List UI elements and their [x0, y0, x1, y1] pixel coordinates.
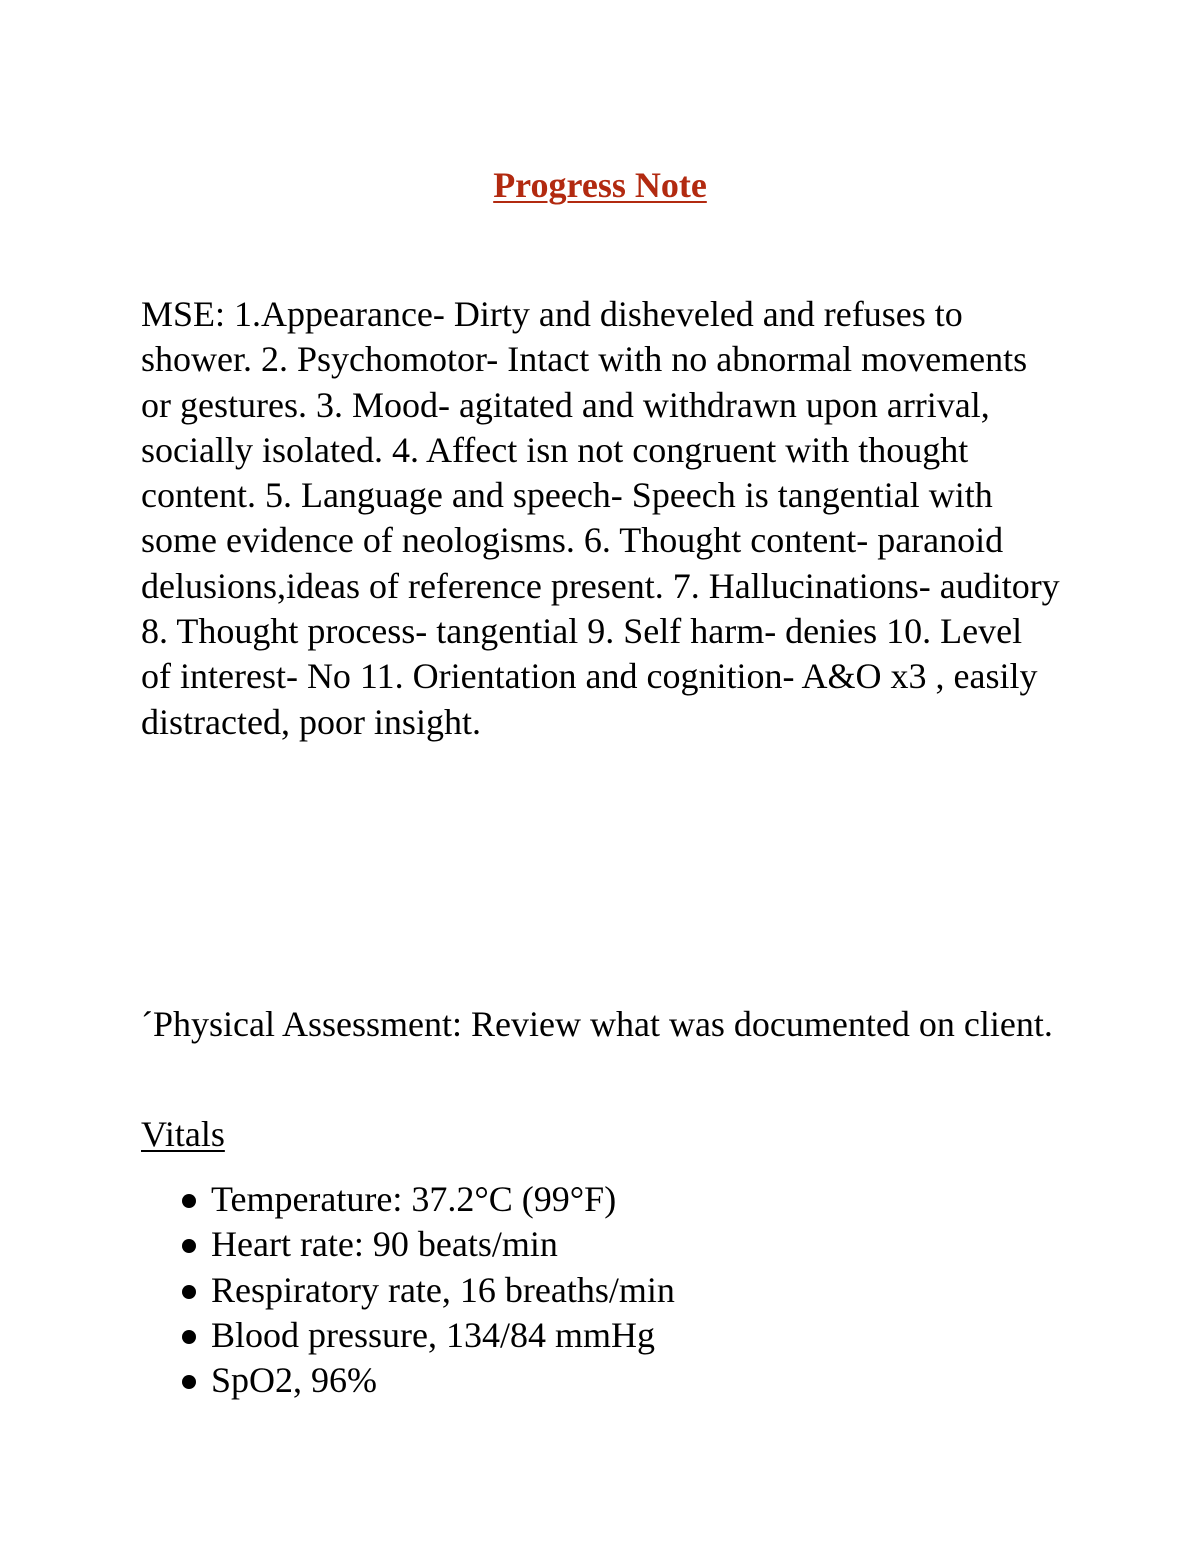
- vitals-heading: Vitals: [141, 1114, 225, 1154]
- bullet-icon: [182, 1330, 196, 1344]
- page-title: Progress Note: [493, 165, 707, 205]
- vital-temperature: Temperature: 37.2°C (99°F): [211, 1179, 617, 1219]
- vital-heart-rate: Heart rate: 90 beats/min: [211, 1224, 558, 1265]
- vital-spo2: SpO2, 96%: [211, 1360, 378, 1401]
- list-item: [180, 1222, 675, 1267]
- bullet-icon: [182, 1375, 196, 1389]
- physical-assessment-paragraph: ´Physical Assessment: Review what was documented on client.: [141, 1004, 1053, 1044]
- vital-respiratory-rate: Respiratory rate, 16 breaths/min: [211, 1269, 675, 1310]
- list-item: [180, 1177, 675, 1222]
- list-item: [180, 1268, 675, 1313]
- list-item: [180, 1358, 675, 1403]
- vital-blood-pressure: Blood pressure, 134/84 mmHg: [211, 1314, 655, 1355]
- bullet-icon: [182, 1194, 196, 1208]
- mse-paragraph: MSE: 1.Appearance- Dirty and disheveled and refuses to shower. 2. Psychomotor- Intact with no abnormal movements or gestures. 3. Mood- agitated and withdrawn upon arrival, socially isolated. 4. Affect isn not congruent with thought content. 5. Language and speech- Speech is tangential with some evidence of neologisms. 6. Thought content- paranoid delusions,ideas of reference present. 7. Hallucinations- auditory 8. Thought process- tangential 9. Self harm- denies 10. Level of interest- No 11. Orientation and cognition- A&O x3 , easily distracted, poor insight.: [141, 294, 1060, 742]
- list-item: [180, 1313, 675, 1358]
- bullet-icon: [182, 1285, 196, 1299]
- vitals-list: [180, 1177, 675, 1403]
- bullet-icon: [182, 1239, 196, 1253]
